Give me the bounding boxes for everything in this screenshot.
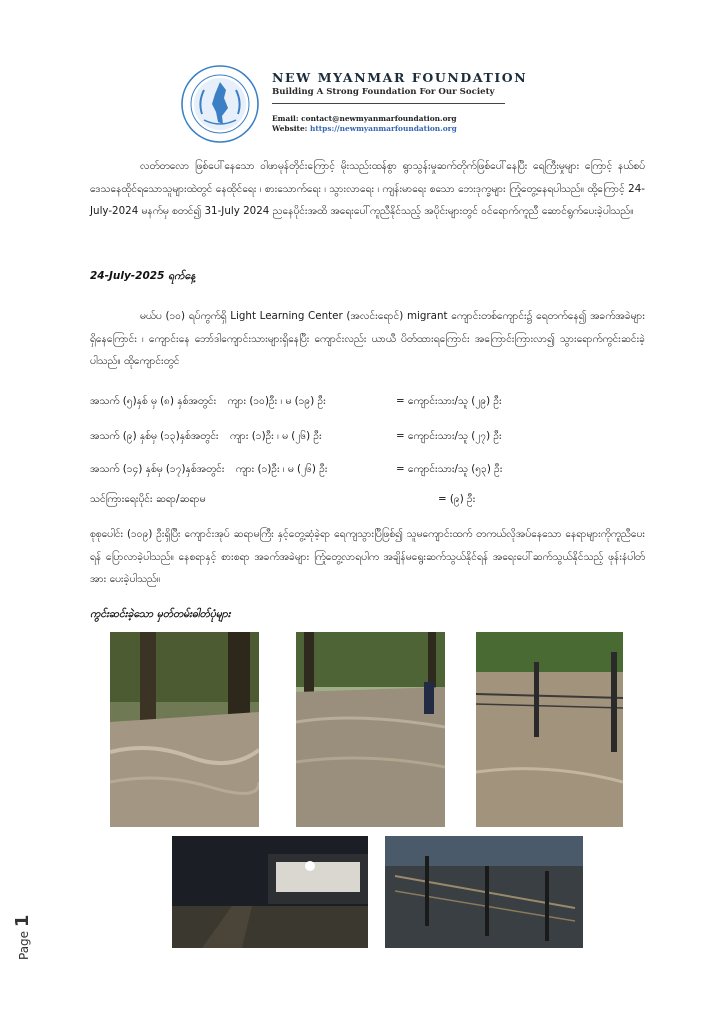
page-number-label [12, 915, 33, 960]
flood-photo-3 [476, 632, 623, 827]
stat-age: အသက် (၅)နှစ် မှ (၈) နှစ်အတွင်း [90, 395, 217, 407]
email-label: Email: [272, 114, 299, 123]
contact-block [272, 114, 457, 134]
report-text: မယ်ပ (၁၀) ရပ်ကွက်ရှိ Light Learning Center (အလင်းရောင်) migrant ကျောင်းတစ်ကျောင်း၌ ရေတက်နေ၍ အခက်အခဲများရှိနေကြောင်း ၊ ကျောင်းနေ ဘော်ဒါကျောင်းသားများရှိနေပြီး ကျောင်းလည်း ယာယီ ပိတ်ထားရကြောင်း အကြောင်းကြားလာ၍ သွားရောက်ကွင်းဆင်းခဲ့ပါသည်။ ထိုကျောင်းတွင် [90, 310, 645, 367]
stat-count: ကျား (၁)ဦး ၊ မ (၂၆) ဦး [229, 430, 322, 442]
teacher-total: = (၉) ဦး [438, 493, 476, 505]
summary-text: စုစုပေါင်း (၁၀၉) ဦးရှိပြီး ကျောင်းအုပ် ဆရာမကြီး နှင့်တွေ့ဆုံခဲ့ရာ ရေကျသွားပြီဖြစ်၍ သူမကျောင်းထက် တကယ်လိုအပ်နေသော နေရာများကိုကူညီပေးရန် ပြောလာခဲ့ပါသည်။ နေစရာနှင့် စားစရာ အခက်အခဲများ ကြုံတွေ့လာရပါက အချိန်မရွေးဆက်သွယ်နိုင်ရန် အရေးပေါ်ဆက်သွယ်နိုင်သည့် ဖုန်းနံပါတ်အား ပေးခဲ့ပါသည်။ [90, 528, 645, 585]
report-paragraph [90, 305, 645, 373]
teacher-row [90, 493, 476, 508]
flood-photo-5 [385, 836, 583, 948]
photos-heading: ကွင်းဆင်းခဲ့သော မှတ်တမ်းဓါတ်ပုံများ [90, 608, 231, 620]
org-name: NEW MYANMAR FOUNDATION [272, 70, 528, 85]
stat-total: = ကျောင်းသား/သူ (၂၉) ဦး [396, 395, 502, 407]
flood-photo-2 [296, 632, 445, 827]
email-value: contact@newmyanmarfoundation.org [301, 114, 457, 123]
flood-photo-4 [172, 836, 368, 948]
stat-row [90, 430, 502, 445]
stat-age: အသက် (၉) နှစ်မှ (၁၃)နှစ်အတွင်း [90, 430, 219, 442]
intro-paragraph [90, 155, 645, 223]
page-word: Page [17, 930, 31, 960]
header-divider [272, 103, 505, 104]
stat-total: = ကျောင်းသား/သူ (၂၇) ဦး [396, 430, 502, 442]
stat-row [90, 463, 503, 478]
foundation-logo [180, 64, 260, 144]
stat-total: = ကျောင်းသား/သူ (၅၃) ဦး [396, 463, 503, 475]
stat-count: ကျား (၁၀)ဦး ၊ မ (၁၉) ဦး [227, 395, 326, 407]
teacher-label: သင်ကြားရေးပိုင်း ဆရာ/ဆရာမ [90, 493, 206, 505]
page-number: 1 [12, 914, 33, 928]
intro-text: လတ်တလော ဖြစ်ပေါ်နေသော ဝါဖာမုန်တိုင်းကြောင့် မိုးသည်းထန်စွာ ရွာသွန်းမှုဆက်တိုက်ဖြစ်ပေါ်နေပြီး ရေကြီးမှုများ ကြောင့် နယ်စပ်ဒေသနေထိုင်ရသောသူများထဲတွင် နေထိုင်ရေး ၊ စားသောက်ရေး ၊ သွားလာရေး ၊ ကျန်းမာရေး စသော ဘေးဒုက္ခများ ကြုံတွေ့နေရပါသည်။ ထို့ကြောင့် 24-July-2024 မနက်မှ စတင်၍ 31-July 2024 ညနေပိုင်းအထိ အရေးပေါ်ကူညီနိုင်သည့် အပိုင်းများတွင် ဝင်ရောက်ကူညီ ဆောင်ရွက်ပေးခဲ့ပါသည်။ [90, 160, 645, 217]
website-label: Website: [272, 124, 308, 133]
summary-paragraph [90, 523, 645, 591]
website-link[interactable]: https://newmyanmarfoundation.org [309, 124, 457, 133]
stat-count: ကျား (၁)ဦး ၊ မ (၂၆) ဦး [235, 463, 328, 475]
flood-photo-1 [110, 632, 259, 827]
stat-row [90, 395, 502, 410]
date-heading: 24-July-2025 ရက်နေ့ [90, 270, 196, 282]
stat-age: အသက် (၁၄) နှစ်မှ (၁၇)နှစ်အတွင်း [90, 463, 225, 475]
org-tagline: Building A Strong Foundation For Our Society [272, 87, 495, 97]
